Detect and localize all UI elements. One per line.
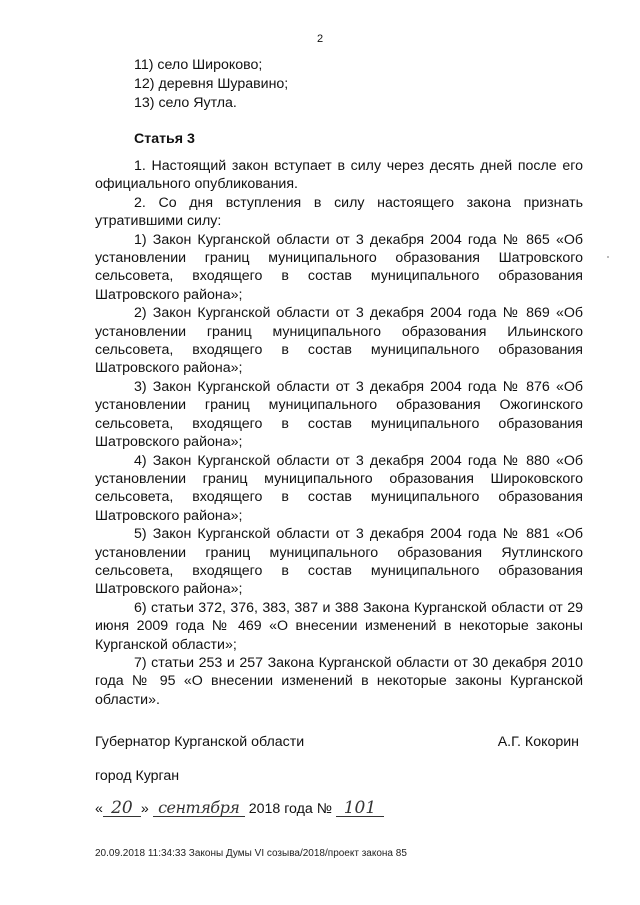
list-item: 13) село Яутла. [134,95,237,111]
list-item: 11) село Широково; [134,57,263,73]
list-item: 12) деревня Шуравино; [134,76,289,92]
signatory-title: Губернатор Курганской области [95,734,305,750]
article-body [95,157,583,709]
paragraph: 7) статьи 253 и 257 Закона Курганской области от 30 декабря 2010 года № 95 «О внесении изменений в некоторые законы Курганской области». [95,654,583,708]
handwritten-day: 20 [103,800,141,817]
close-quote: » [140,801,149,817]
paragraph: 6) статьи 372, 376, 383, 387 и 388 Закона Курганской области от 29 июня 2009 года № 469 «О внесении изменений в некоторые законы Курганской области»; [95,599,583,653]
paragraph: 1) Закон Курганской области от 3 декабря 2004 года № 865 «Об установлении границ муниципального образования Шатровского сельсовета, входящего в состав муниципального образования Шатровского района»; [95,231,583,303]
paragraph: 2. Со дня вступления в силу настоящего закона признать утратившими силу: [95,194,583,230]
open-quote: « [95,801,103,817]
paragraph: 2) Закон Курганской области от 3 декабря 2004 года № 869 «Об установлении границ муниципального образования Ильинского сельсовета, входящего в состав муниципального образования Шатровского района»; [95,305,583,377]
city: город Курган [95,768,180,784]
handwritten-law-number: 101 [336,800,384,817]
signature-block [95,733,583,752]
signatory-name: А.Г. Кокорин [497,734,579,750]
date-line [95,800,384,819]
handwritten-month: сентября [153,800,245,817]
paragraph: 5) Закон Курганской области от 3 декабря 2004 года № 881 «Об установлении границ муниципального образования Яутлинского сельсовета, входящего в состав муниципального образования Шатровского района»; [95,526,583,598]
settlement-list [134,56,288,113]
page-number: 2 [316,33,324,45]
year-text: 2018 года № [248,801,332,817]
scan-speck [607,256,609,258]
article-title: Статья 3 [134,131,195,147]
paragraph: 3) Закон Курганской области от 3 декабря 2004 года № 876 «Об установлении границ муниципального образования Ожогинского сельсовета, входящего в состав муниципального образования Шатровского района»; [95,378,583,451]
footer-file-info: 20.09.2018 11:34:33 Законы Думы VI созыва/2018/проект закона 85 [95,848,407,859]
paragraph: 1. Настоящий закон вступает в силу через десять дней после его официального опубликования. [95,158,583,193]
paragraph: 4) Закон Курганской области от 3 декабря 2004 года № 880 «Об установлении границ муниципального образования Широковского сельсовета, входящего в состав муниципального образования Шатровского района»; [95,452,583,524]
